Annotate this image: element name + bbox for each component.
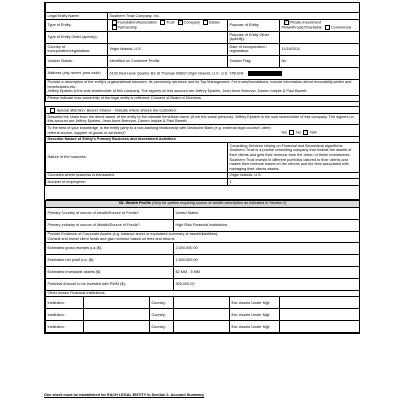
checkbox-partnership[interactable] <box>112 25 117 30</box>
ownership-reflected-value: Consent of Board of Directors <box>150 96 201 101</box>
country-value-2 <box>174 309 230 321</box>
countries-label: Countries where business is transacted: <box>46 172 228 179</box>
bearer-shares-row <box>46 107 360 114</box>
employees-label: Number of employees: <box>46 179 228 186</box>
wealth-country-label: Primary Country of source of wealth/Source of Funds? <box>46 207 174 219</box>
entity-type-other-label: Type of Entity Other (specify): <box>46 31 108 43</box>
countries-value: Virgin Islands, U.S. <box>228 172 360 179</box>
checkbox-no-checked[interactable]: ✓ <box>304 130 307 135</box>
wealth-header-note: (Only for parties requiring source of wealth description as indicated in Section 2) <box>151 201 287 206</box>
pwm-amount-value: 300,000.00 <box>174 278 360 290</box>
country-label-2: Country: <box>150 309 174 321</box>
country-value-3 <box>174 321 230 333</box>
date-incorporation-label: Date of incorporation / registration: <box>228 43 280 55</box>
business-header: Describe Nature of Entity's Primary Business and Investment Activities <box>46 136 360 143</box>
ownership-description <box>46 79 360 95</box>
institution-label-3: Institution: <box>46 321 84 333</box>
special-attention-label: Special attention: Bearer Shares - Indicate where shares are custodied: <box>56 108 177 113</box>
entity-sheet <box>44 2 360 334</box>
aum-value-3 <box>280 321 360 333</box>
country-label-1: Country: <box>150 297 174 309</box>
voicker-status-value: Identified on Customer Profile <box>108 55 228 67</box>
option-foundation: Foundation/Association <box>117 20 157 25</box>
address-value <box>108 67 360 79</box>
nature-business-value: Consulting Services relying on Financial and Biomedical algorithms. Southern Trust is a private consulting company that invests the assets of their clients and gets their revenue from the return of these investments. Southern Trust invests in different portfolios tailored to their clients and makes their revenue based on the returns and the fees associated with managing their clients assets. <box>228 143 360 173</box>
address-region: U.S. T/RUSN <box>220 71 244 76</box>
aum-value-1 <box>280 297 360 309</box>
checkbox-yes[interactable] <box>289 130 294 135</box>
option-commercial: Commercial <box>330 25 352 30</box>
redaction-block <box>248 71 282 76</box>
employees-value: 1 <box>228 179 360 186</box>
option-private-investment: Private Investment <box>289 20 321 25</box>
country-value-1 <box>174 297 230 309</box>
checkbox-commercial[interactable] <box>325 25 330 30</box>
ownership-reflected <box>46 95 360 102</box>
voicker-flag-label: Voicker Flag: <box>228 55 280 67</box>
institution-value-3 <box>84 321 150 333</box>
option-company: Company <box>183 20 200 25</box>
institution-label-2: Institution: <box>46 309 84 321</box>
checkbox-private-investment-checked[interactable]: ✓ <box>284 20 288 25</box>
wealth-country-value: United States <box>174 207 360 219</box>
aum-label-3: Est. Assets Under Mgt: <box>230 321 280 333</box>
date-incorporation-value: 11/18/2011 <box>280 43 360 55</box>
country-incorporation-value: Virgin Islands, U.S. <box>108 43 228 55</box>
wealth-industry-value: High Risk Financial Institutions <box>174 219 360 231</box>
no-label: No <box>296 130 302 135</box>
gross-receipts-label: Estimated gross receipts p.a.($): <box>46 242 174 254</box>
option-trust: Trust <box>166 20 175 25</box>
footer-note: One sheet must be established for EACH LEGAL ENTITY in Section 2. Account Summary <box>44 393 205 397</box>
ownership-description-value: Jeffrey Epstein is the sole shareholder of this company. The signers on this account are Jeffrey Epstein, Jean Anne Brennan, Darren Indyke & Paul Barrett. <box>47 89 308 94</box>
aum-label-2: Est. Assets Under Mgt: <box>230 309 280 321</box>
option-estate: Estate <box>208 20 220 25</box>
aum-value-2 <box>280 309 360 321</box>
wealth-table <box>45 200 360 333</box>
checkbox-special-attention[interactable] <box>50 108 55 113</box>
nature-business-label: Nature of the business: <box>46 143 228 173</box>
voicker-status-label: Voicker Status: <box>46 55 108 67</box>
yes-label: Yes <box>281 130 288 135</box>
entity-type-options <box>108 19 228 31</box>
gross-receipts-value: 2,000,000.00 <box>174 242 360 254</box>
evidence-text: Provide Evidence of Corporate Assets (e.g. balance sheet or equivalent summary of assets/liabilities): <box>47 232 219 237</box>
corporate-assets-evidence <box>46 231 360 242</box>
na-label: N/A <box>310 130 317 135</box>
address-street: 6100 Red Hook Quarter B3 St Thomas 00802 Virgin Islands, U.S. <box>109 71 220 76</box>
wealth-header-title: 3D. Wealth Profile <box>118 201 151 206</box>
net-profit-value: 1,500,000.00 <box>174 254 360 266</box>
evidence-value: Consult and invest client funds and gain revenue based on fees and returns <box>47 236 175 241</box>
checkbox-trust[interactable] <box>160 20 165 25</box>
entity-table <box>45 3 360 200</box>
institution-value-2 <box>84 309 150 321</box>
aum-label-1: Est. Assets Under Mgt: <box>230 297 280 309</box>
non-banking-answer <box>280 125 360 136</box>
option-philanthropic: Philanthropic/Charitable <box>281 25 322 30</box>
voicker-flag-value: No <box>280 55 360 67</box>
country-incorporation-label: Country of incorporation/registration: <box>46 43 108 55</box>
legal-entity-name-label: Legal Entity Name: <box>46 13 108 20</box>
ownership-description-text: Provide a description of the entity's organizational structure, its ownership structure and its Top Management. For trusts/foundations, include information about revocability,settlor and beneficiaries,etc.: <box>47 80 352 89</box>
investable-assets-label: Estimated investable assets ($): <box>46 266 174 278</box>
address-label: Address (city, street, post code) <box>46 67 108 79</box>
investable-assets-value: $2 MM - 5 MM <box>174 266 360 278</box>
ownership-reflected-text: Please indicate how ownership of the legal entity is reflected: <box>47 96 150 101</box>
entity-purpose-label: Purpose of Entity: <box>228 19 280 31</box>
entity-type-other-value <box>108 31 228 43</box>
institution-value-1 <box>84 297 150 309</box>
entity-type-label: Type of Entity: <box>46 19 108 31</box>
entity-purpose-other-value <box>280 31 360 43</box>
checkbox-estate[interactable] <box>203 20 208 25</box>
other-institutions-label: Other known Financial Institutions: <box>46 290 360 297</box>
country-label-3: Country: <box>150 321 174 333</box>
pwm-amount-label: Potential Amount to be invested with PWM ($): <box>46 278 174 290</box>
owner-chain-value: Jeffrey Epstein is the sole shareholder of this company. The signers on this account are Jeffrey Epstein, Jean Anne Brennan, Darren Indyke & Paul Barrett. <box>47 114 354 124</box>
entity-purpose-options <box>280 19 360 31</box>
entity-purpose-other-label: Purpose of Entity Other (specify): <box>228 31 280 43</box>
option-partnership: Partnership <box>117 25 137 30</box>
checkbox-company-checked[interactable]: ✓ <box>178 20 182 25</box>
wealth-industry-label: Primary industry of source of Wealth/Source of Funds? <box>46 219 174 231</box>
institution-label-1: Institution: <box>46 297 84 309</box>
owner-chain-text: Describe the chain from the direct owner of the entity to the ultimate beneficial owner (if not the same persons): <box>47 114 234 119</box>
legal-entity-name-value: Southern Trust Company, Inc. <box>108 13 360 20</box>
net-profit-label: Estimated net profit p.a. ($): <box>46 254 174 266</box>
wealth-header <box>46 200 360 207</box>
non-banking-question: To the best of your knowledge, is the entity party to a non-banking relationship with Deutsche Bank (e.g. external legal counsel, client referral source, supplier of goods or services)? <box>46 125 280 136</box>
owner-chain <box>46 114 360 125</box>
